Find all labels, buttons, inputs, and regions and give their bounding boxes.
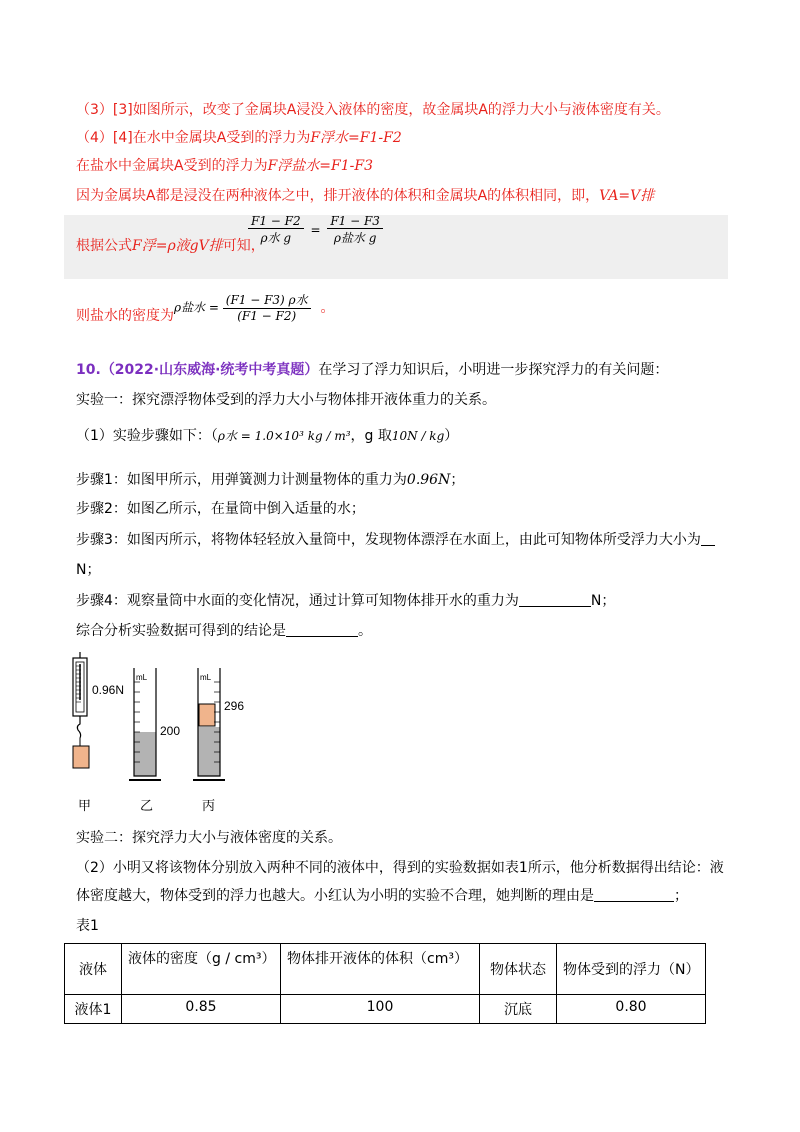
experiment-figure <box>68 652 268 822</box>
answer-line-6-text: 因为金属块A都是浸没在两种液体之中，排开液体的体积和金属块A的体积相同，即， <box>76 188 600 204</box>
answer-line-4-formula: F浮水=F1-F2 <box>310 130 402 146</box>
eq-left-num: F1 − F2 <box>248 214 304 229</box>
experiment-2-title: 实验二：探究浮力大小与液体密度的关系。 <box>76 830 342 846</box>
density-equation: $\frac{F1 - F2}{\text{ρ水 g}}$ = $\frac{F1 - F3}{\text{ρ盐水 g}}$ <box>248 214 383 246</box>
scale-reading: 0.96N <box>92 683 125 697</box>
answer-line-5-formula: F浮盐水=F1-F3 <box>267 158 373 174</box>
g-value: 10N / kg <box>391 429 445 443</box>
question-10-header <box>76 360 668 380</box>
step-3 <box>76 530 715 550</box>
rho-den: (F1 − F2) <box>237 309 297 323</box>
question-2-text: 体密度越大，物体受到的浮力也越大。小红认为小明的实验不合理，她判断的理由是 <box>76 888 594 904</box>
rho-num: (F1 − F3) ρ水 <box>223 291 311 309</box>
steps-intro-text: （1）实验步骤如下：（ <box>76 428 218 444</box>
table-header-cell: 物体排开液体的体积（cm³） <box>281 944 480 995</box>
table-cell: 0.85 <box>122 995 281 1024</box>
answer-line-5 <box>76 156 373 176</box>
answer-blank-reason[interactable] <box>594 887 674 902</box>
table-row <box>65 995 706 1024</box>
answer-line-7-formula: F浮=ρ液gV排 <box>132 238 223 254</box>
answer-line-3: （3）[3]如图所示，改变了金属块A浸没入液体的密度，故金属块A的浮力大小与液体密度有关。 <box>76 102 670 118</box>
conclusion <box>76 621 372 641</box>
answer-blank-conclusion[interactable] <box>286 622 358 637</box>
question-source: （2022·山东威海·统考中考真题） <box>100 362 319 378</box>
reading-c: 296 <box>224 699 245 713</box>
step-1-value: 0.96N <box>406 472 451 488</box>
step-3-continued: N； <box>76 562 101 578</box>
graduated-cylinder-b <box>129 668 161 780</box>
spring-scale-icon <box>73 652 87 746</box>
label-a: 甲 <box>78 799 92 814</box>
step-2: 步骤2：如图乙所示，在量筒中倒入适量的水； <box>76 501 365 517</box>
answer-line-7-text: 根据公式 <box>76 238 132 254</box>
object-block-a <box>73 746 89 768</box>
label-c: 丙 <box>202 799 216 814</box>
eq-right-num: F1 − F3 <box>327 214 383 229</box>
g-label: ，g 取 <box>350 428 392 444</box>
answer-line-8 <box>76 306 174 326</box>
graduated-cylinder-c <box>193 668 225 780</box>
data-table <box>64 943 706 1024</box>
table-header-row <box>65 944 706 995</box>
rho-saltwater-lhs: ρ盐水 = <box>174 300 219 315</box>
question-2-end: ； <box>674 888 688 904</box>
table-header-cell: 物体受到的浮力（N） <box>557 944 706 995</box>
eq-left-den: ρ水 g <box>260 231 292 245</box>
steps-intro <box>76 426 458 446</box>
step-1 <box>76 470 464 490</box>
step-1-text: 步骤1：如图甲所示，用弹簧测力计测量物体的重力为 <box>76 472 407 488</box>
svg-text:mL: mL <box>136 673 148 682</box>
table-cell: 液体1 <box>65 995 122 1024</box>
step-4 <box>76 591 615 611</box>
conclusion-end: 。 <box>358 623 372 639</box>
answer-line-7-suffix: 可知， <box>222 238 265 254</box>
answer-line-7 <box>76 236 265 256</box>
table-cell: 0.80 <box>557 995 706 1024</box>
question-number: 10. <box>76 362 101 378</box>
rho-saltwater-fraction <box>223 291 311 323</box>
question-2-line-2 <box>76 886 688 906</box>
svg-text:mL: mL <box>200 673 212 682</box>
question-intro: 在学习了浮力知识后，小明进一步探究浮力的有关问题： <box>318 362 669 378</box>
conclusion-text: 综合分析实验数据可得到的结论是 <box>76 623 286 639</box>
saltwater-density-formula <box>174 291 334 323</box>
answer-line-4 <box>76 128 402 148</box>
water-density: ρ水 = 1.0×10³ kg / m³ <box>217 429 351 443</box>
table-header-cell: 液体 <box>65 944 122 995</box>
answer-line-8-text: 则盐水的密度为 <box>76 308 174 324</box>
eq-right-den: ρ盐水 g <box>333 231 377 245</box>
step-1-end: ； <box>450 472 465 488</box>
step-4-end: N； <box>590 593 616 609</box>
table-title: 表1 <box>76 918 99 934</box>
experiment-1-title: 实验一：探究漂浮物体受到的浮力大小与物体排开液体重力的关系。 <box>76 392 496 408</box>
answer-line-6 <box>76 186 654 206</box>
label-b: 乙 <box>140 799 154 814</box>
eq-right-fraction <box>327 214 383 246</box>
answer-blank-3[interactable] <box>701 531 715 546</box>
period: 。 <box>320 300 335 316</box>
table-header-cell: 液体的密度（g / cm³） <box>122 944 281 995</box>
table-cell: 100 <box>281 995 480 1024</box>
answer-line-5-text: 在盐水中金属块A受到的浮力为 <box>76 158 268 174</box>
answer-blank-4[interactable] <box>519 592 591 607</box>
answer-line-4-text: （4）[4]在水中金属块A受到的浮力为 <box>76 130 311 146</box>
table-cell: 沉底 <box>480 995 557 1024</box>
reading-b: 200 <box>160 724 181 738</box>
step-4-text: 步骤4：观察量筒中水面的变化情况，通过计算可知物体排开水的重力为 <box>76 593 519 609</box>
step-3-text: 步骤3：如图丙所示，将物体轻轻放入量筒中，发现物体漂浮在水面上，由此可知物体所受浮力大小为 <box>76 532 701 548</box>
answer-line-6-formula: VA=V排 <box>599 188 655 204</box>
eq-left-fraction <box>248 214 304 246</box>
table-header-cell: 物体状态 <box>480 944 557 995</box>
steps-intro-end: ） <box>444 428 459 444</box>
question-2-line-1: （2）小明又将该物体分别放入两种不同的液体中，得到的实验数据如表1所示，他分析数据得出结论：液 <box>76 860 724 876</box>
